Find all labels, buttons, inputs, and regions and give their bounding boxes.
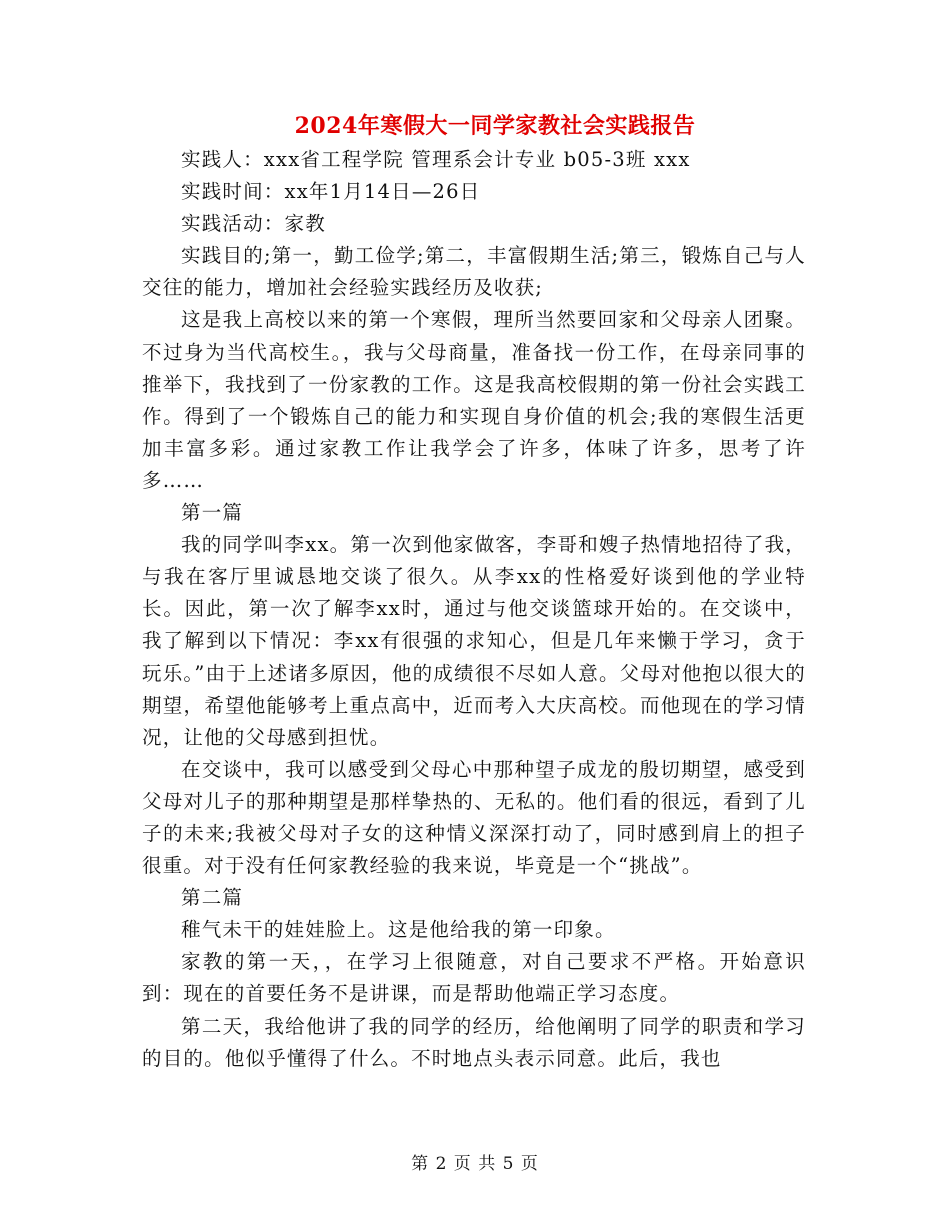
- paragraph-activity: 实践活动：家教: [181, 212, 326, 236]
- section-heading-1: 第一篇: [181, 501, 244, 525]
- page-footer: 第 2 页 共 5 页: [411, 1154, 539, 1174]
- paragraph-section2-a: 稚气未干的娃娃脸上。这是他给我的第一印象。: [181, 918, 616, 942]
- paragraph-time: 实践时间：xx年1月14日—26日: [181, 180, 481, 204]
- paragraph-purpose: 实践目的;第一，勤工俭学;第二，丰富假期生活;第三，锻炼自己与人交往的能力，增加社会经验实践经历及收获;: [142, 244, 806, 300]
- paragraph-section1-a: 我的同学叫李xx。第一次到他家做客，李哥和嫂子热情地招待了我，与我在客厅里诚恳地交谈了很久。从李xx的性格爱好谈到他的学业特长。因此，第一次了解李xx时，通过与他交谈篮球开始的。在交谈中，我了解到以下情况：李xx有很强的求知心，但是几年来懒于学习，贪于玩乐。”由于上述诸多原因，他的成绩很不尽如人意。父母对他抱以很大的期望，希望他能够考上重点高中，近而考入大庆高校。而他现在的学习情况，让他的父母感到担忧。: [142, 533, 806, 749]
- paragraph-intro: 这是我上高校以来的第一个寒假，理所当然要回家和父母亲人团聚。不过身为当代高校生。，我与父母商量，准备找一份工作，在母亲同事的推举下，我找到了一份家教的工作。这是我高校假期的第一份社会实践工作。得到了一个锻炼自己的能力和实现自身价值的机会;我的寒假生活更加丰富多彩。通过家教工作让我学会了许多，体味了许多，思考了许多……: [142, 308, 806, 492]
- paragraph-section2-c: 第二天，我给他讲了我的同学的经历，给他阐明了同学的职责和学习的目的。他似乎懂得了什么。不时地点头表示同意。此后，我也: [142, 1014, 806, 1070]
- section-heading-2: 第二篇: [181, 886, 244, 910]
- paragraph-practitioner: 实践人：xxx省工程学院 管理系会计专业 b05-3班 xxx: [181, 148, 691, 171]
- paragraph-section2-b: 家教的第一天，，在学习上很随意，对自己要求不严格。开始意识到：现在的首要任务不是讲课，而是帮助他端正学习态度。: [142, 950, 806, 1006]
- document-title: 2024年寒假大一同学家教社会实践报告: [294, 113, 696, 139]
- paragraph-section1-b: 在交谈中，我可以感受到父母心中那种望子成龙的殷切期望，感受到父母对儿子的那种期望是那样挚热的、无私的。他们看的很远，看到了儿子的未来;我被父母对子女的这种情义深深打动了，同时感到肩上的担子很重。对于没有任何家教经验的我来说，毕竟是一个“挑战”。: [142, 757, 806, 878]
- document-body: [142, 144, 806, 1075]
